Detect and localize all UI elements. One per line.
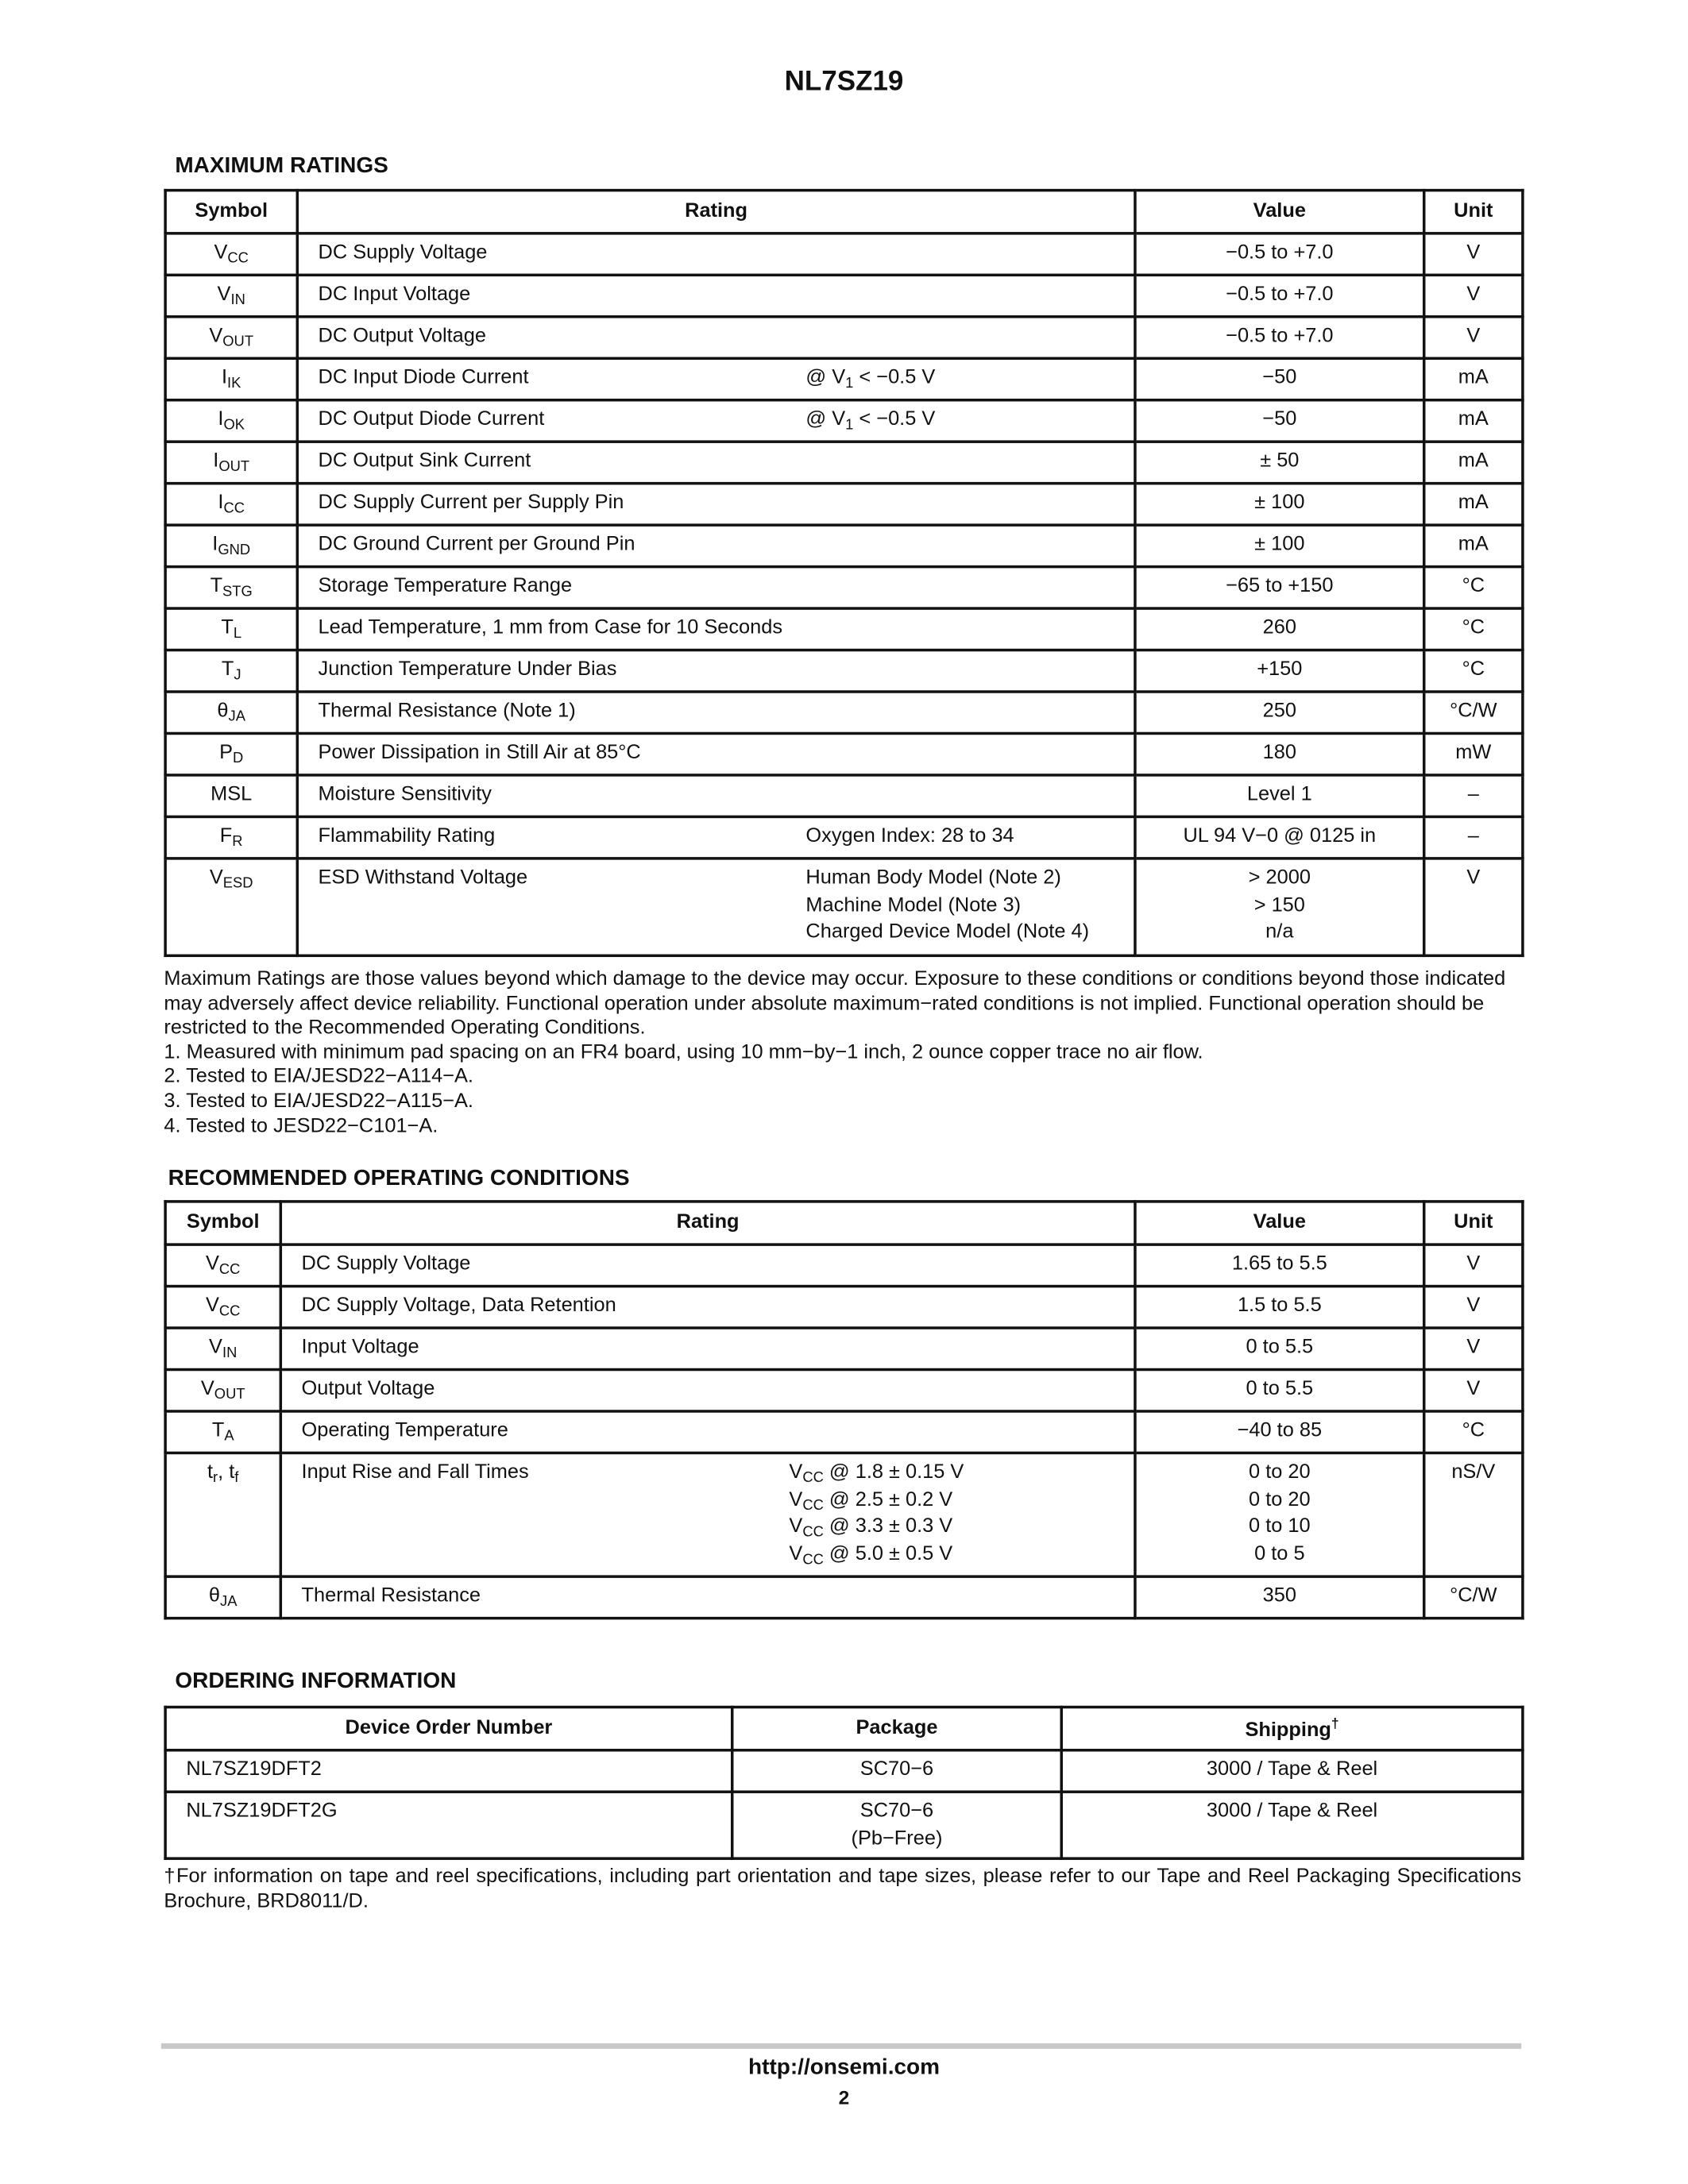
rating-label: DC Output Sink Current — [318, 450, 531, 473]
table-row — [165, 525, 1523, 566]
table-row — [165, 1328, 1523, 1369]
symbol-cell — [165, 733, 297, 774]
rating-cell — [280, 1370, 1135, 1411]
subscript: OUT — [214, 1386, 245, 1403]
subscript: L — [233, 625, 242, 642]
condition-line — [805, 893, 1089, 920]
table-row — [165, 1244, 1523, 1286]
text-part: V — [789, 1515, 803, 1538]
symbol-cell — [165, 275, 297, 316]
package-line: SC70−6 — [859, 1800, 934, 1823]
col-header: Value — [1135, 191, 1424, 233]
condition — [805, 407, 935, 434]
note: 3. Tested to EIA/JESD22−A115−A. — [164, 1090, 473, 1113]
rating-label: DC Ground Current per Ground Pin — [318, 533, 635, 556]
table-row — [165, 1750, 1523, 1792]
text-part: @ 3.3 ± 0.3 V — [823, 1515, 953, 1538]
value-line: > 150 — [1253, 893, 1305, 916]
subscript: f — [234, 1469, 239, 1487]
subscript: CC — [223, 500, 245, 517]
text-part: I — [213, 450, 219, 473]
table-row — [165, 442, 1523, 483]
text-part: T — [221, 658, 234, 681]
col-header — [1061, 1707, 1523, 1750]
text-part: Human Body Model (Note 2) — [805, 866, 1061, 889]
value-line: −0.5 to +7.0 — [1226, 283, 1334, 306]
subscript: IK — [227, 375, 241, 392]
condition-line — [805, 866, 1089, 893]
value-line: −65 to +150 — [1226, 575, 1334, 598]
rating-cell — [297, 358, 1135, 399]
symbol-cell — [165, 816, 297, 858]
subscript: OUT — [222, 333, 254, 350]
value-line: 0 to 10 — [1249, 1515, 1311, 1538]
value-line: 250 — [1262, 700, 1296, 723]
col-header: Value — [1135, 1202, 1424, 1244]
table-row — [165, 859, 1523, 955]
rating-label: DC Output Voltage — [318, 325, 487, 348]
value-line: −0.5 to +7.0 — [1226, 325, 1334, 348]
value-line: 1.5 to 5.5 — [1237, 1295, 1322, 1318]
table-row — [165, 1287, 1523, 1328]
text-part: V — [789, 1461, 803, 1484]
symbol-cell — [165, 525, 297, 566]
note: 4. Tested to JESD22−C101−A. — [164, 1114, 438, 1137]
value-line: Level 1 — [1246, 783, 1312, 806]
text-part: I — [212, 533, 218, 556]
value-line: 0 to 20 — [1249, 1488, 1311, 1511]
text-part: Charged Device Model (Note 4) — [805, 920, 1090, 943]
condition-line — [789, 1487, 964, 1514]
value-line: −40 to 85 — [1237, 1419, 1323, 1442]
ordering-footnote: †For information on tape and reel specifications, including part orientation and tape sizes, please refer to our Tape and Reel Packaging Specifications Brochure, BRD8011/D. — [164, 1865, 1522, 1912]
table-row — [165, 692, 1523, 733]
subscript: CC — [218, 1302, 241, 1320]
col-header: Device Order Number — [165, 1707, 732, 1750]
text-part: I — [218, 492, 224, 515]
subscript: 1 — [845, 375, 854, 392]
text-part: V — [789, 1488, 803, 1511]
rating-cell — [297, 484, 1135, 525]
value-cell — [1135, 525, 1424, 566]
value-line: 0 to 5 — [1254, 1542, 1305, 1565]
table-row — [165, 608, 1523, 650]
col-header: Symbol — [165, 1202, 280, 1244]
value-cell — [1135, 859, 1424, 955]
col-header-label: Shipping — [1245, 1719, 1331, 1742]
text-part: t — [207, 1461, 214, 1484]
value-line: 0 to 5.5 — [1246, 1378, 1314, 1400]
rating-cell — [297, 775, 1135, 816]
col-header: Unit — [1424, 191, 1523, 233]
subscript: IN — [230, 291, 245, 309]
table-row — [165, 567, 1523, 608]
page-title: NL7SZ19 — [784, 66, 904, 98]
unit-cell: °C — [1424, 1411, 1523, 1453]
rating-cell — [297, 859, 1135, 955]
symbol-cell — [165, 692, 297, 733]
value-line: 0 to 20 — [1249, 1461, 1311, 1484]
table-row — [165, 400, 1523, 442]
text-part: < −0.5 V — [853, 366, 936, 389]
condition-line — [805, 407, 935, 434]
rating-label: DC Supply Current per Supply Pin — [318, 492, 624, 515]
rating-cell — [297, 608, 1135, 650]
symbol-cell — [165, 650, 297, 692]
value-line: ± 100 — [1254, 492, 1305, 515]
unit-cell: V — [1424, 859, 1523, 955]
text-part: V — [200, 1378, 214, 1400]
value-line: 180 — [1262, 741, 1296, 764]
text-part: θ — [217, 700, 229, 723]
unit-cell: mA — [1424, 358, 1523, 399]
value-line: > 2000 — [1248, 866, 1311, 889]
text-part: V — [205, 1252, 219, 1275]
subscript: r — [213, 1469, 218, 1487]
max-ratings-table — [164, 189, 1524, 956]
subscript: JA — [228, 708, 245, 725]
symbol-cell — [165, 859, 297, 955]
subscript: CC — [218, 1261, 241, 1279]
package-cell — [732, 1792, 1062, 1858]
text-part: @ 1.8 ± 0.15 V — [823, 1461, 964, 1484]
value-cell — [1135, 317, 1424, 358]
text-part: V — [209, 325, 223, 348]
text-part: @ 2.5 ± 0.2 V — [823, 1488, 953, 1511]
device-cell: NL7SZ19DFT2 — [165, 1750, 732, 1792]
value-line: 1.65 to 5.5 — [1231, 1252, 1327, 1275]
table-row — [165, 317, 1523, 358]
unit-cell: °C — [1424, 608, 1523, 650]
unit-cell: °C — [1424, 650, 1523, 692]
value-cell — [1135, 567, 1424, 608]
shipping-cell: 3000 / Tape & Reel — [1061, 1750, 1523, 1792]
rating-cell — [297, 650, 1135, 692]
rating-label: Lead Temperature, 1 mm from Case for 10 Seconds — [318, 616, 783, 639]
rating-cell — [297, 317, 1135, 358]
symbol-cell — [165, 442, 297, 483]
rating-cell — [297, 816, 1135, 858]
value-line: ± 50 — [1260, 450, 1300, 473]
value-line: n/a — [1265, 920, 1294, 943]
unit-cell: – — [1424, 816, 1523, 858]
table-row — [165, 358, 1523, 399]
unit-cell: V — [1424, 1287, 1523, 1328]
value-line: +150 — [1257, 658, 1303, 681]
text-part: V — [205, 1295, 219, 1318]
symbol-cell — [165, 1411, 280, 1453]
value-line: 350 — [1262, 1584, 1296, 1607]
subscript: CC — [227, 249, 249, 267]
text-part: θ — [208, 1584, 221, 1607]
symbol-cell — [165, 1370, 280, 1411]
value-line: 260 — [1262, 616, 1296, 639]
text-part: V — [789, 1542, 803, 1565]
condition-line — [789, 1514, 964, 1541]
unit-cell: V — [1424, 1370, 1523, 1411]
value-cell — [1135, 608, 1424, 650]
rating-label: Junction Temperature Under Bias — [318, 658, 617, 681]
value-cell — [1135, 1576, 1424, 1618]
rating-label: DC Input Voltage — [318, 283, 471, 306]
unit-cell: mA — [1424, 484, 1523, 525]
note: 1. Measured with minimum pad spacing on an FR4 board, using 10 mm−by−1 inch, 2 ounce copper trace no air flow. — [164, 1041, 1203, 1064]
text-part: T — [211, 1419, 225, 1442]
text-part: @ V — [805, 408, 846, 431]
table-row — [165, 1370, 1523, 1411]
unit-cell: mA — [1424, 525, 1523, 566]
value-line: −50 — [1262, 366, 1297, 389]
unit-cell: °C — [1424, 567, 1523, 608]
symbol-cell — [165, 1453, 280, 1576]
text-part: @ 5.0 ± 0.5 V — [823, 1542, 953, 1565]
symbol-cell — [165, 1328, 280, 1369]
package-line: (Pb−Free) — [851, 1827, 943, 1850]
table-row — [165, 1411, 1523, 1453]
subscript: D — [233, 750, 244, 767]
rating-label: DC Supply Voltage — [301, 1252, 471, 1275]
col-header: Symbol — [165, 191, 297, 233]
rating-cell — [280, 1287, 1135, 1328]
text-part: V — [209, 866, 223, 889]
unit-cell: mA — [1424, 400, 1523, 442]
value-cell — [1135, 484, 1424, 525]
footer-divider — [161, 2043, 1521, 2049]
subscript: 1 — [845, 416, 854, 434]
value-cell — [1135, 1453, 1424, 1576]
condition-line — [805, 365, 935, 392]
table-row — [165, 733, 1523, 774]
table-row — [165, 275, 1523, 316]
table-row — [165, 233, 1523, 275]
rating-cell — [280, 1328, 1135, 1369]
value-cell — [1135, 733, 1424, 774]
table-row — [165, 816, 1523, 858]
subscript: JA — [220, 1593, 238, 1611]
unit-cell: V — [1424, 1328, 1523, 1369]
rating-label: ESD Withstand Voltage — [318, 866, 528, 889]
symbol-cell — [165, 400, 297, 442]
value-cell — [1135, 400, 1424, 442]
col-header: Package — [732, 1707, 1062, 1750]
subscript: GND — [218, 542, 251, 559]
symbol-cell — [165, 317, 297, 358]
ordering-table — [164, 1706, 1524, 1860]
rating-label: Power Dissipation in Still Air at 85°C — [318, 741, 641, 764]
condition-line — [805, 824, 1014, 851]
text-part: , t — [218, 1461, 235, 1484]
condition — [805, 365, 935, 392]
rating-label: Moisture Sensitivity — [318, 783, 492, 806]
symbol-cell — [165, 567, 297, 608]
rating-cell — [297, 567, 1135, 608]
table-row — [165, 775, 1523, 816]
unit-cell: – — [1424, 775, 1523, 816]
value-cell — [1135, 1328, 1424, 1369]
value-line: −50 — [1262, 408, 1297, 431]
symbol-cell — [165, 775, 297, 816]
subscript: OUT — [218, 458, 250, 476]
subscript: CC — [802, 1496, 824, 1514]
rating-cell — [297, 400, 1135, 442]
rating-cell — [297, 733, 1135, 774]
rating-cell — [297, 275, 1135, 316]
text-part: @ V — [805, 366, 846, 389]
symbol-cell — [165, 358, 297, 399]
rating-cell — [297, 525, 1135, 566]
unit-cell: V — [1424, 233, 1523, 275]
value-cell — [1135, 1244, 1424, 1286]
rating-cell — [297, 692, 1135, 733]
value-cell — [1135, 1287, 1424, 1328]
note: 2. Tested to EIA/JESD22−A114−A. — [164, 1066, 473, 1089]
symbol-cell — [165, 608, 297, 650]
unit-cell: V — [1424, 1244, 1523, 1286]
condition — [789, 1460, 964, 1568]
condition — [805, 824, 1014, 851]
condition-line — [805, 920, 1089, 947]
rating-cell — [297, 442, 1135, 483]
unit-cell: V — [1424, 317, 1523, 358]
max-ratings-heading: MAXIMUM RATINGS — [175, 154, 388, 178]
value-cell — [1135, 775, 1424, 816]
rating-cell — [280, 1411, 1135, 1453]
note: Maximum Ratings are those values beyond which damage to the device may occur. Exposure to these conditions or conditions beyond those indicated may adversely affect device reliability. Functional operation under absolute maximum−rated conditions is not implied. Functional operation should be restricted to the Recommended Operating Conditions. — [164, 968, 1506, 1040]
dagger-mark: † — [1331, 1717, 1339, 1733]
value-cell — [1135, 650, 1424, 692]
text-part: V — [214, 241, 228, 264]
rating-label: Thermal Resistance (Note 1) — [318, 700, 576, 723]
rating-label: Output Voltage — [301, 1378, 435, 1400]
rating-cell — [280, 1244, 1135, 1286]
subscript: ESD — [222, 874, 253, 892]
rating-label: Thermal Resistance — [301, 1584, 481, 1607]
value-cell — [1135, 1411, 1424, 1453]
text-part: I — [218, 408, 224, 431]
rating-label: Storage Temperature Range — [318, 575, 573, 598]
unit-cell: nS/V — [1424, 1453, 1523, 1576]
text-part: F — [219, 824, 233, 847]
table-row — [165, 1453, 1523, 1576]
package-cell — [732, 1750, 1062, 1792]
text-part: Oxygen Index: 28 to 34 — [805, 824, 1014, 847]
symbol-cell — [165, 1244, 280, 1286]
value-cell — [1135, 1370, 1424, 1411]
unit-cell: °C/W — [1424, 692, 1523, 733]
col-header: Rating — [280, 1202, 1135, 1244]
subscript: A — [224, 1427, 234, 1445]
rating-label: Input Voltage — [301, 1336, 419, 1359]
footer-url[interactable]: http://onsemi.com — [748, 2055, 941, 2080]
unit-cell: V — [1424, 275, 1523, 316]
rating-cell — [297, 233, 1135, 275]
table-row — [165, 484, 1523, 525]
device-cell: NL7SZ19DFT2G — [165, 1792, 732, 1858]
value-line: UL 94 V−0 @ 0125 in — [1183, 824, 1377, 847]
text-part: I — [221, 366, 228, 389]
text-part: V — [209, 1336, 222, 1359]
text-part: P — [219, 741, 234, 764]
rating-cell — [280, 1453, 1135, 1576]
recommended-table — [164, 1200, 1524, 1619]
symbol-cell — [165, 1576, 280, 1618]
value-line: ± 100 — [1254, 533, 1305, 556]
subscript: CC — [802, 1523, 824, 1541]
recommended-heading: RECOMMENDED OPERATING CONDITIONS — [168, 1167, 630, 1190]
unit-cell: °C/W — [1424, 1576, 1523, 1618]
value-cell — [1135, 692, 1424, 733]
rating-label: Input Rise and Fall Times — [301, 1461, 529, 1484]
page-number: 2 — [838, 2086, 850, 2109]
value-cell — [1135, 816, 1424, 858]
shipping-cell: 3000 / Tape & Reel — [1061, 1792, 1523, 1858]
subscript: IN — [222, 1345, 238, 1362]
subscript: OK — [223, 416, 245, 434]
subscript: J — [234, 666, 241, 684]
ordering-heading: ORDERING INFORMATION — [175, 1669, 457, 1694]
col-header: Unit — [1424, 1202, 1523, 1244]
table-row — [165, 1576, 1523, 1618]
symbol-cell — [165, 233, 297, 275]
text-part: Machine Model (Note 3) — [805, 893, 1022, 916]
subscript: R — [232, 833, 243, 851]
rating-label: DC Input Diode Current — [318, 366, 529, 389]
value-line: −0.5 to +7.0 — [1226, 241, 1334, 264]
unit-cell: mW — [1424, 733, 1523, 774]
text-part: < −0.5 V — [853, 408, 936, 431]
table-row — [165, 650, 1523, 692]
package-line: SC70−6 — [859, 1758, 934, 1781]
table-row — [165, 1792, 1523, 1858]
subscript: CC — [802, 1550, 824, 1568]
condition-line — [789, 1460, 964, 1487]
subscript: STG — [222, 583, 253, 600]
max-ratings-notes — [164, 968, 1521, 1139]
text-part: T — [210, 575, 223, 598]
condition — [805, 866, 1089, 947]
rating-label: Operating Temperature — [301, 1419, 508, 1442]
rating-cell — [280, 1576, 1135, 1618]
col-header: Rating — [297, 191, 1135, 233]
value-cell — [1135, 358, 1424, 399]
rating-label: DC Supply Voltage — [318, 241, 488, 264]
rating-label: DC Supply Voltage, Data Retention — [301, 1295, 616, 1318]
text-part: T — [221, 616, 234, 639]
rating-label: DC Output Diode Current — [318, 408, 545, 431]
text-part: MSL — [211, 783, 253, 806]
subscript: CC — [802, 1469, 824, 1487]
value-cell — [1135, 442, 1424, 483]
condition-line — [789, 1542, 964, 1569]
symbol-cell — [165, 484, 297, 525]
text-part: V — [217, 283, 231, 306]
value-cell — [1135, 275, 1424, 316]
symbol-cell — [165, 1287, 280, 1328]
unit-cell: mA — [1424, 442, 1523, 483]
rating-label: Flammability Rating — [318, 824, 496, 847]
value-cell — [1135, 233, 1424, 275]
value-line: 0 to 5.5 — [1246, 1336, 1314, 1359]
